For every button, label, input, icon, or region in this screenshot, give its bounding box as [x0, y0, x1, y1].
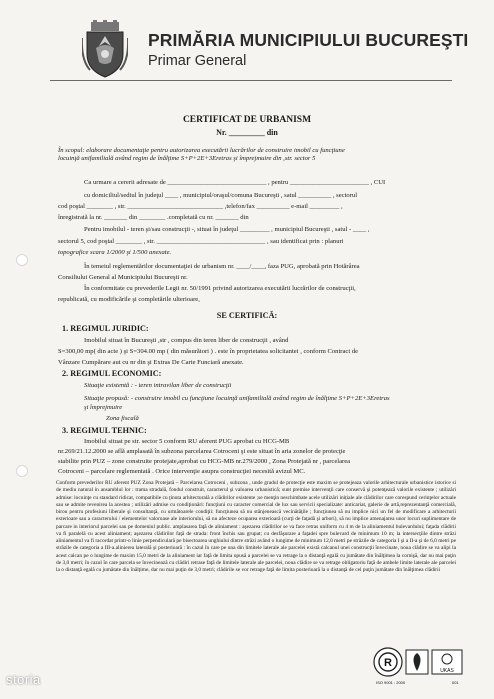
legal-line: În temeiul reglementărilor documentaţiei de urbanism nr. ____/____, faza PUG, aprobată prin Hotărârea	[84, 263, 360, 270]
request-line: cu domiciliul/sediul în judeţul ____ , municipiul/oraşul/comuna Bucureşti , satul __________ , sectorul	[84, 192, 358, 199]
punch-hole	[16, 254, 28, 266]
header-divider	[50, 80, 452, 81]
scope-line: locuinţă unifamilială având regim de înălţime S+P+2E+3Eretras şi împrejmuire din ,str. sector 5	[58, 155, 316, 162]
watermark: storia	[6, 672, 41, 687]
juridic-line: S=300,00 mp( din acte ) şi S=304.00 mp ( din măsurători ) . este în proprietatea solicitantei , conform Contract de	[58, 348, 359, 355]
juridic-line: Vânzare Cumpărare aut cu nr din şi Extras De Carte Funciară anexate.	[58, 359, 244, 366]
bucharest-coat-of-arms-icon	[82, 20, 128, 78]
request-line: înregistrată la nr. _______ din ________ .completată cu nr. _______ din	[58, 214, 249, 221]
certificate-code: 001	[452, 680, 459, 685]
scope-line: În scopul: elaborare documentaţie pentru autorizarea executării lucrărilor de construire imobil cu funcţiune	[58, 147, 345, 154]
iso-label: ISO 9001 : 2000	[376, 680, 406, 685]
tehnic-line: Cotroceni – parcelare reglementată . Orice intervenţie asupra construcţiei necesită avizul MC.	[58, 468, 306, 475]
request-line: Ca urmare a cererii adresate de ______________________________ , pentru ________________________ , CUI	[84, 179, 386, 186]
request-line: sectorul 5, cod poştal ________ , str. _________________________________ , sau identificat prin : planuri	[58, 238, 344, 245]
juridic-line: Imobilul situat în Bucureşti ,str , compus din teren liber de construcţii , având	[84, 337, 289, 344]
request-line: Pentru imobilul - teren şi/sau construcţii -, situat în judeţul _________ , municipiul Bucureşti , satul - ____ ,	[84, 226, 370, 233]
svg-text:R: R	[384, 657, 392, 669]
economic-line: Zona fiscală	[106, 415, 139, 422]
request-line: topografice scara 1/2000 şi 1/500 anexate.	[58, 249, 172, 256]
economic-line: Situaţie existentă : - teren intravilan liber de construcţii	[84, 382, 232, 389]
tehnic-line: stabilite prin PUZ – zone construite protejate,aprobat cu HCG-MB nr.279/2000 , Zona Protejată nr , parcelarea	[58, 458, 351, 465]
legal-line: republicată, cu modificările şi completările ulterioare,	[58, 296, 200, 303]
section-heading-tehnic: 3. REGIMUL TEHNIC:	[62, 426, 147, 435]
regulation-details: Conform prevederilor RU aferent PUZ Zona Protejată – Parcelarea Cotroceni , subzona , unde gradul de protecţie este maxim se protejeaza valorile arhitecturale urbanistice istorice si de mediu natural in ansamblul lor : trama stradală, fondul construit, caracterul şi valoarea urbanistică; sunt premise intervenţii care conservă şi potenţează valorile existente ; utilizări admise: locuinţe cu standard ridicat, compatibile cu ţinuta arhitecturală a clădirilor existente ;se menţin neschimbate acele utilizări inițiale ale clădirilor care corespund cerinţelor actuale sau se admite revenirea la acestea ; utilizări admise cu condiţionări: funcţiuni cu caracter comercial de lux sau servicii specializate: anticariat, galerie de artă,reprezentanţă comercială, birou pentru profesiuni liberale şi consultanţă, cu următoarele condiţii: funcţiunea să nu stânjenească vecinătăţile ; funcţiunea să nu implice nici un fel de modificare a arhitecturii exterioare sau a caracterului / elementelor valoroase ale interiorului, să nu afecteze ocuparea exterioară (curţi de faţadă şi arbori), să nu implice amenajarea unor locuri suplimentare de parcare in interiorul parcelei sau pe domeniul public. amplasarea faţă de aliniament : aşezarea clădirilor se va face retras uniform cu 4 m de la aliniamentul bulevardului; faţada clădirii va fi paralelă cu acest aliniament; aşezarea clădirilor faţă de strada: front închis sau grupat; cu desfăşurare a faţadei spre bulevard de minimum 10 m; la intersecţiile dintre străzi aliniamentul va fi racordat printr-o linie perpendiculară pe bisectoarea unghiului dintre străzi având o lungime de minimum 12,0 metri pe străzile de categoria I şi a II-a şi de 6,0 metri pe străzile de categoria a III-a.alinierea laterală şi posterioară : în cazul în care pe una din limitele laterale ale parcelei există calcanul unei construcţii învecinate, noua clădire se va alipi la acest calcan pe o lungime de maxim 15,0 metri de la aliniament iar faţă de limita opusă a parcelei se va retrage la o distanţă egală cu jumătate din înălţimea la cornişă, dar nu mai puţin de 3,0 metri; în cazul în care parcela se învecinează cu clădiri retrase faţă de limitele laterale ale parcelei, noua clădire se va retrage obligatoriu faţă de ambele limite laterale ale parcelei la o distanţă egală cu jumătate din înălţime, dar nu mai puţin de 3,0 metri; clădirile se vor retrage faţă de limita posterioară la o distanţă de cel puţin jumătate din înălţimea clădirii	[56, 480, 457, 573]
certifies-heading: SE CERTIFICĂ:	[216, 311, 278, 320]
institution-subtitle: Primar General	[148, 53, 247, 69]
legal-line: În conformitate cu prevederile Legii nr. 50/1991 privind autorizarea executării lucrărilor de construcţii,	[84, 285, 356, 292]
legal-line: Consiliului General al Municipiului Bucureşti nr.	[58, 274, 188, 281]
tehnic-line: Imobilul situat pe str. sector 5 conform RU aferent PUG aprobat cu HCG-MB	[84, 438, 290, 445]
section-heading-economic: 2. REGIMUL ECONOMIC:	[62, 369, 162, 378]
ukas-label: UKAS	[440, 668, 454, 674]
iso-certification-stamp	[372, 644, 466, 686]
punch-hole	[16, 465, 28, 477]
certificate-number: Nr. _________ din	[216, 128, 278, 137]
economic-line: Situaţie propusă: - construire imobil cu funcţiune locuinţă unifamilială având regim de înălţime S+P+2E+3Eretras	[84, 395, 390, 402]
request-line: cod poştal ________ , str. _____________________________ ,telefon/fax __________ e-mail _________ ,	[58, 203, 343, 210]
institution-name: PRIMĂRIA MUNICIPIULUI BUCUREŞTI	[148, 30, 469, 50]
tehnic-line: nr.269/21.12.2000 se află amplasată în subzona parcelarea Cotroceni şi este situat în aria zonelor de protecţie	[58, 448, 346, 455]
section-heading-juridic: 1. REGIMUL JURIDIC:	[62, 324, 149, 333]
document-title: CERTIFICAT DE URBANISM	[182, 115, 312, 125]
economic-line: şi împrejmuire	[84, 404, 123, 411]
